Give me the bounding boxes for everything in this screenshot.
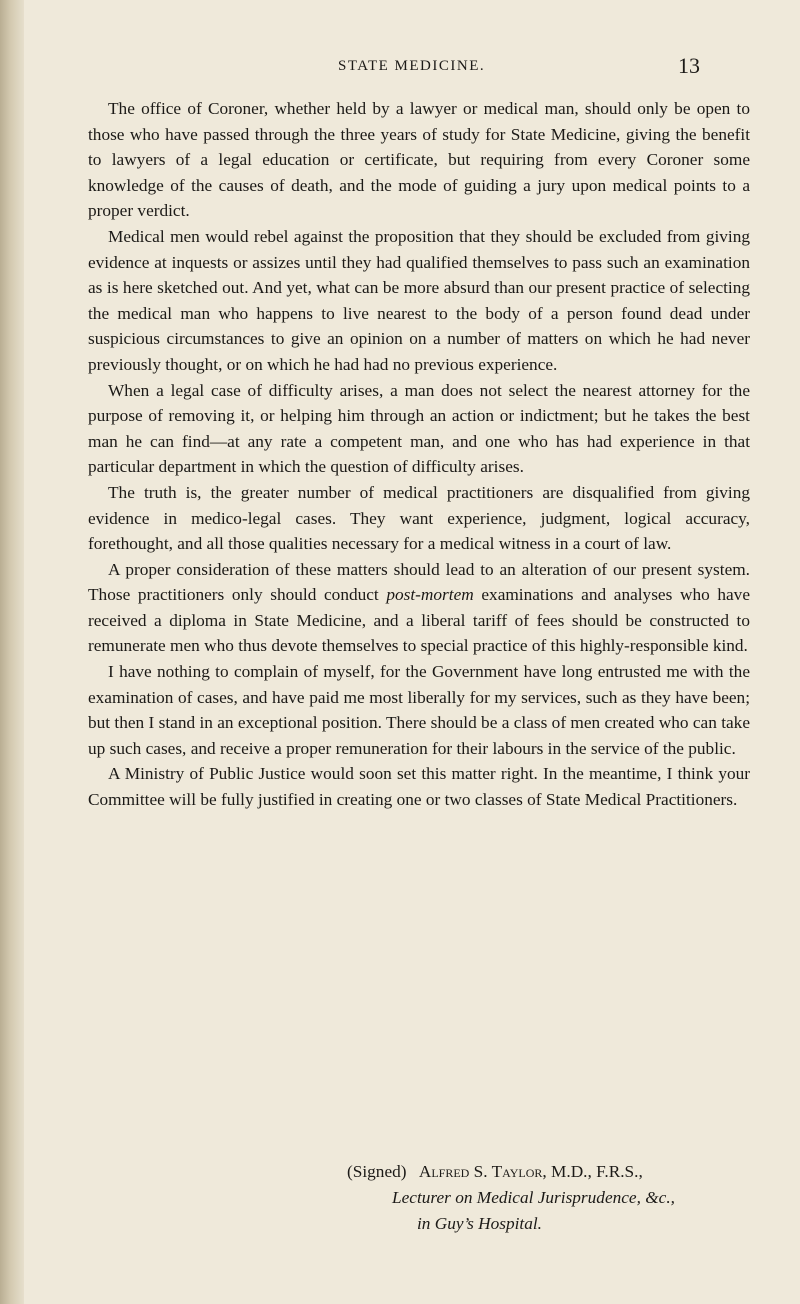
signature-line bbox=[347, 1159, 767, 1185]
paragraph-text: examinations and analyses who have received a diploma in State Medicine, and a liberal tariff of fees should be constructed to remunerate men who thus devote themselves to special practice of this highly-responsible kind. bbox=[88, 585, 750, 656]
signatory-institution: in Guy’s Hospital. bbox=[417, 1214, 542, 1233]
paragraph-text: A proper consideration of these matters should lead to an alteration of our present system. Those practitioners only should conduct bbox=[88, 559, 750, 605]
signatory-title: Lecturer on Medical Jurisprudence, &c., bbox=[392, 1188, 675, 1207]
paragraph-legal-case: When a legal case of difficulty arises, a man does not select the nearest attorney for the purpose of removing it, or helping him through an action or indictment; but he takes the best man he can find—at any rate a competent man, and one who has had experience in that particular department in which the question of difficulty arises. bbox=[88, 380, 750, 477]
paragraph-ministry: A Ministry of Public Justice would soon set this matter right. In the meantime, I think your Committee will be fully justified in creating one or two classes of State Medical Practitioners. bbox=[88, 764, 750, 810]
signatory-name: Alfred S. Taylor, M.D., F.R.S., bbox=[418, 1162, 643, 1181]
paragraph-nothing-to-complain: I have nothing to complain of myself, for the Government have long entrusted me with the examination of cases, and have paid me most liberally for my services, such as they have been; but then I stand in an exceptional position. There should be a class of men created who can take up such cases, and receive a proper remuneration for their labours in the service of the public. bbox=[88, 662, 750, 758]
signature-block bbox=[347, 1159, 767, 1237]
body-text bbox=[88, 96, 750, 813]
paragraph-truth: The truth is, the greater number of medical practitioners are disqualified from giving evidence in medico-legal cases. They want experience, judgment, logical accuracy, forethought, and all those qualities necessary for a medical witness in a court of law. bbox=[88, 482, 750, 554]
paragraph-medical-men: Medical men would rebel against the proposition that they should be excluded from giving evidence at inquests or assizes until they had qualified themselves to pass such an examination as is here sketched out. And yet, what can be more absurd than our present practice of selecting the medical man who happens to live nearest to the body of a person found dead under suspicious circumstances to give an opinion on a number of matters on which he had never previously thought, or on which he had had no previous experience. bbox=[88, 226, 750, 374]
signed-label: (Signed) bbox=[347, 1162, 407, 1181]
italic-term: post-mortem bbox=[386, 585, 474, 605]
page-number: 13 bbox=[678, 53, 700, 78]
paragraph-proper-consideration bbox=[88, 557, 750, 659]
running-title: STATE MEDICINE. bbox=[338, 58, 486, 74]
book-page bbox=[24, 0, 800, 1304]
paragraph-coroner: The office of Coroner, whether held by a lawyer or medical man, should only be open to those who have passed through the three years of study for State Medicine, giving the benefit to lawyers of a legal education or certificate, but requiring from every Coroner some knowledge of the causes of death, and the mode of guiding a jury upon medical points to a proper verdict. bbox=[88, 99, 750, 221]
page-binding-shadow bbox=[0, 0, 24, 1304]
